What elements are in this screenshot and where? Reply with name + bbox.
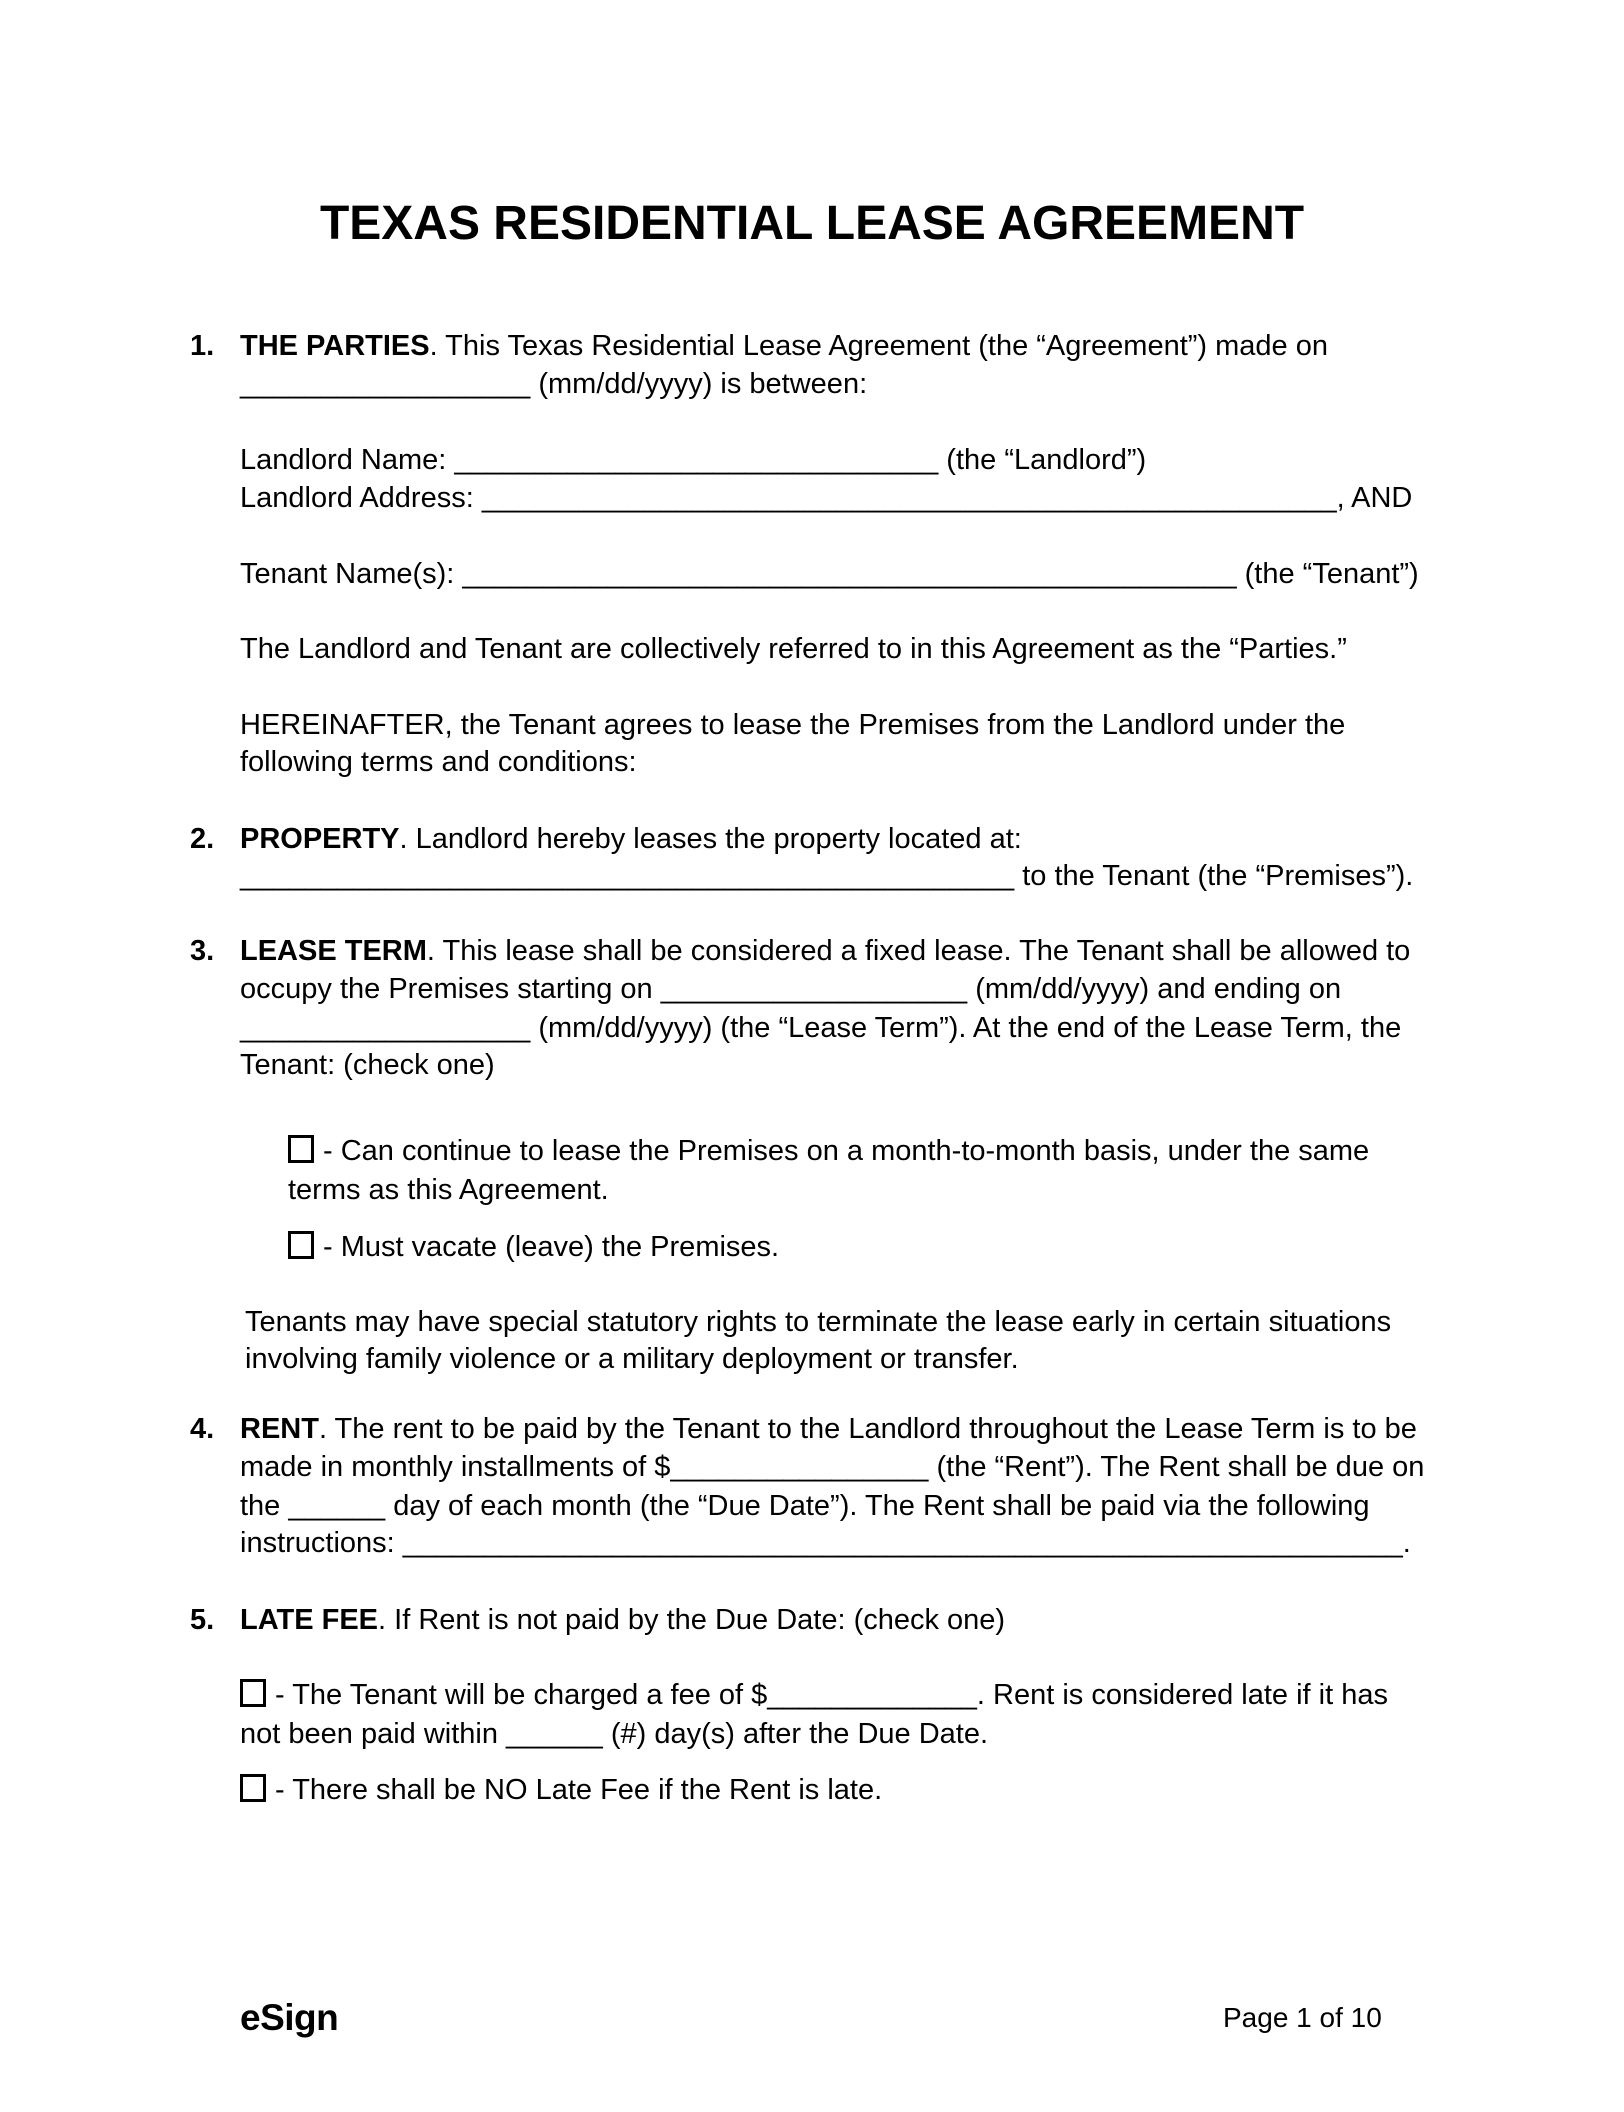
section-3-line-1 <box>190 932 1411 970</box>
parties-clause-line <box>240 630 1347 668</box>
must-vacate-checkbox-icon[interactable] <box>288 1231 314 1259</box>
section-1-line-2 <box>240 365 867 403</box>
lease-start-blank: occupy the Premises starting on ___________________ (mm/dd/yyyy) and ending on <box>240 973 1342 1005</box>
page-title: TEXAS RESIDENTIAL LEASE AGREEMENT <box>319 197 1305 250</box>
late-fee-option-1-text-2: not been paid within ______ (#) day(s) after the Due Date. <box>240 1718 989 1750</box>
option-2-text: - Must vacate (leave) the Premises. <box>323 1231 780 1263</box>
due-date-line <box>240 1487 1370 1525</box>
late-fee-option-2-line <box>240 1771 882 1809</box>
hereinafter-line-2 <box>240 743 637 781</box>
hereinafter-line-1 <box>240 706 1345 744</box>
no-late-fee-checkbox-icon[interactable] <box>240 1774 266 1802</box>
landlord-address-blank: Landlord Address: _____________________________________________________, AND <box>240 482 1413 514</box>
section-1-text: . This Texas Residential Lease Agreement (the “Agreement”) made on <box>429 330 1328 362</box>
tenant-name-blank: Tenant Name(s): ________________________________________________ (the “Tenant”) <box>240 558 1419 590</box>
month-to-month-checkbox-icon[interactable] <box>288 1135 314 1163</box>
section-5-text: . If Rent is not paid by the Due Date: (check one) <box>378 1604 1006 1636</box>
section-2-number: 2. <box>190 823 215 855</box>
hereinafter-text-1: HEREINAFTER, the Tenant agrees to lease the Premises from the Landlord under the <box>240 709 1346 741</box>
rent-amount-line <box>240 1448 1424 1486</box>
late-fee-charged-checkbox-icon[interactable] <box>240 1679 266 1707</box>
due-date-blank: the ______ day of each month (the “Due Date”). The Rent shall be paid via the following <box>240 1490 1370 1522</box>
payment-instructions-blank: instructions: ______________________________________________________________. <box>240 1527 1411 1559</box>
late-fee-option-1-line-1 <box>240 1676 1388 1714</box>
property-address-line <box>240 857 1413 895</box>
section-5-number: 5. <box>190 1604 215 1636</box>
check-one-text: Tenant: (check one) <box>240 1049 495 1081</box>
landlord-address-line <box>240 479 1412 517</box>
section-4-number: 4. <box>190 1413 215 1445</box>
lease-end-option-1-line-1 <box>288 1132 1369 1170</box>
lease-end-option-1-line-2 <box>288 1171 609 1209</box>
lease-term-check-one-line <box>240 1046 495 1084</box>
rent-amount-blank: made in monthly installments of $________________ (the “Rent”). The Rent shall be due on <box>240 1451 1425 1483</box>
lease-start-line <box>240 970 1341 1008</box>
statutory-rights-note-line-2 <box>245 1340 1019 1378</box>
section-2-line-1 <box>190 820 1022 858</box>
payment-instructions-line <box>240 1524 1411 1562</box>
section-3-text: . This lease shall be considered a fixed lease. The Tenant shall be allowed to <box>426 935 1411 967</box>
page-number-label: Page 1 of 10 <box>1223 2002 1382 2033</box>
statutory-rights-note-line-1 <box>245 1303 1391 1341</box>
esign-logo: eSign <box>240 1997 339 2038</box>
section-5-heading: LATE FEE <box>240 1604 379 1636</box>
landlord-name-line <box>240 441 1146 479</box>
section-1-heading: THE PARTIES <box>240 330 430 362</box>
section-4-heading: RENT <box>240 1413 319 1445</box>
lease-end-line <box>240 1009 1401 1047</box>
parties-clause-text: The Landlord and Tenant are collectively referred to in this Agreement as the “Parties.” <box>240 633 1347 665</box>
late-fee-option-1-text-1: - The Tenant will be charged a fee of $_____________. Rent is considered late if it has <box>275 1679 1388 1711</box>
agreement-date-blank: __________________ (mm/dd/yyyy) is between: <box>240 368 868 400</box>
option-1-text-2: terms as this Agreement. <box>288 1174 609 1206</box>
statutory-rights-text-1: Tenants may have special statutory rights to terminate the lease early in certain situations <box>245 1306 1392 1338</box>
section-4-text: . The rent to be paid by the Tenant to the Landlord throughout the Lease Term is to be <box>318 1413 1417 1445</box>
lease-end-option-2-line <box>288 1228 779 1266</box>
section-2-text: . Landlord hereby leases the property located at: <box>399 823 1022 855</box>
hereinafter-text-2: following terms and conditions: <box>240 746 637 778</box>
section-5-line-1 <box>190 1601 1006 1639</box>
lease-end-blank: __________________ (mm/dd/yyyy) (the “Lease Term”). At the end of the Lease Term, the <box>240 1012 1402 1044</box>
section-3-number: 3. <box>190 935 215 967</box>
landlord-name-blank: Landlord Name: ______________________________ (the “Landlord”) <box>240 444 1147 476</box>
late-fee-option-2-text: - There shall be NO Late Fee if the Rent is late. <box>275 1774 883 1806</box>
section-4-line-1 <box>190 1410 1417 1448</box>
section-3-heading: LEASE TERM <box>240 935 427 967</box>
late-fee-option-1-line-2 <box>240 1715 988 1753</box>
property-address-blank: ________________________________________________ to the Tenant (the “Premises”). <box>240 860 1414 892</box>
section-1-line-1 <box>190 327 1328 365</box>
tenant-name-line <box>240 555 1419 593</box>
statutory-rights-text-2: involving family violence or a military deployment or transfer. <box>245 1343 1019 1375</box>
section-1-number: 1. <box>190 330 215 362</box>
section-2-heading: PROPERTY <box>240 823 400 855</box>
option-1-text-1: - Can continue to lease the Premises on a month-to-month basis, under the same <box>323 1135 1370 1167</box>
